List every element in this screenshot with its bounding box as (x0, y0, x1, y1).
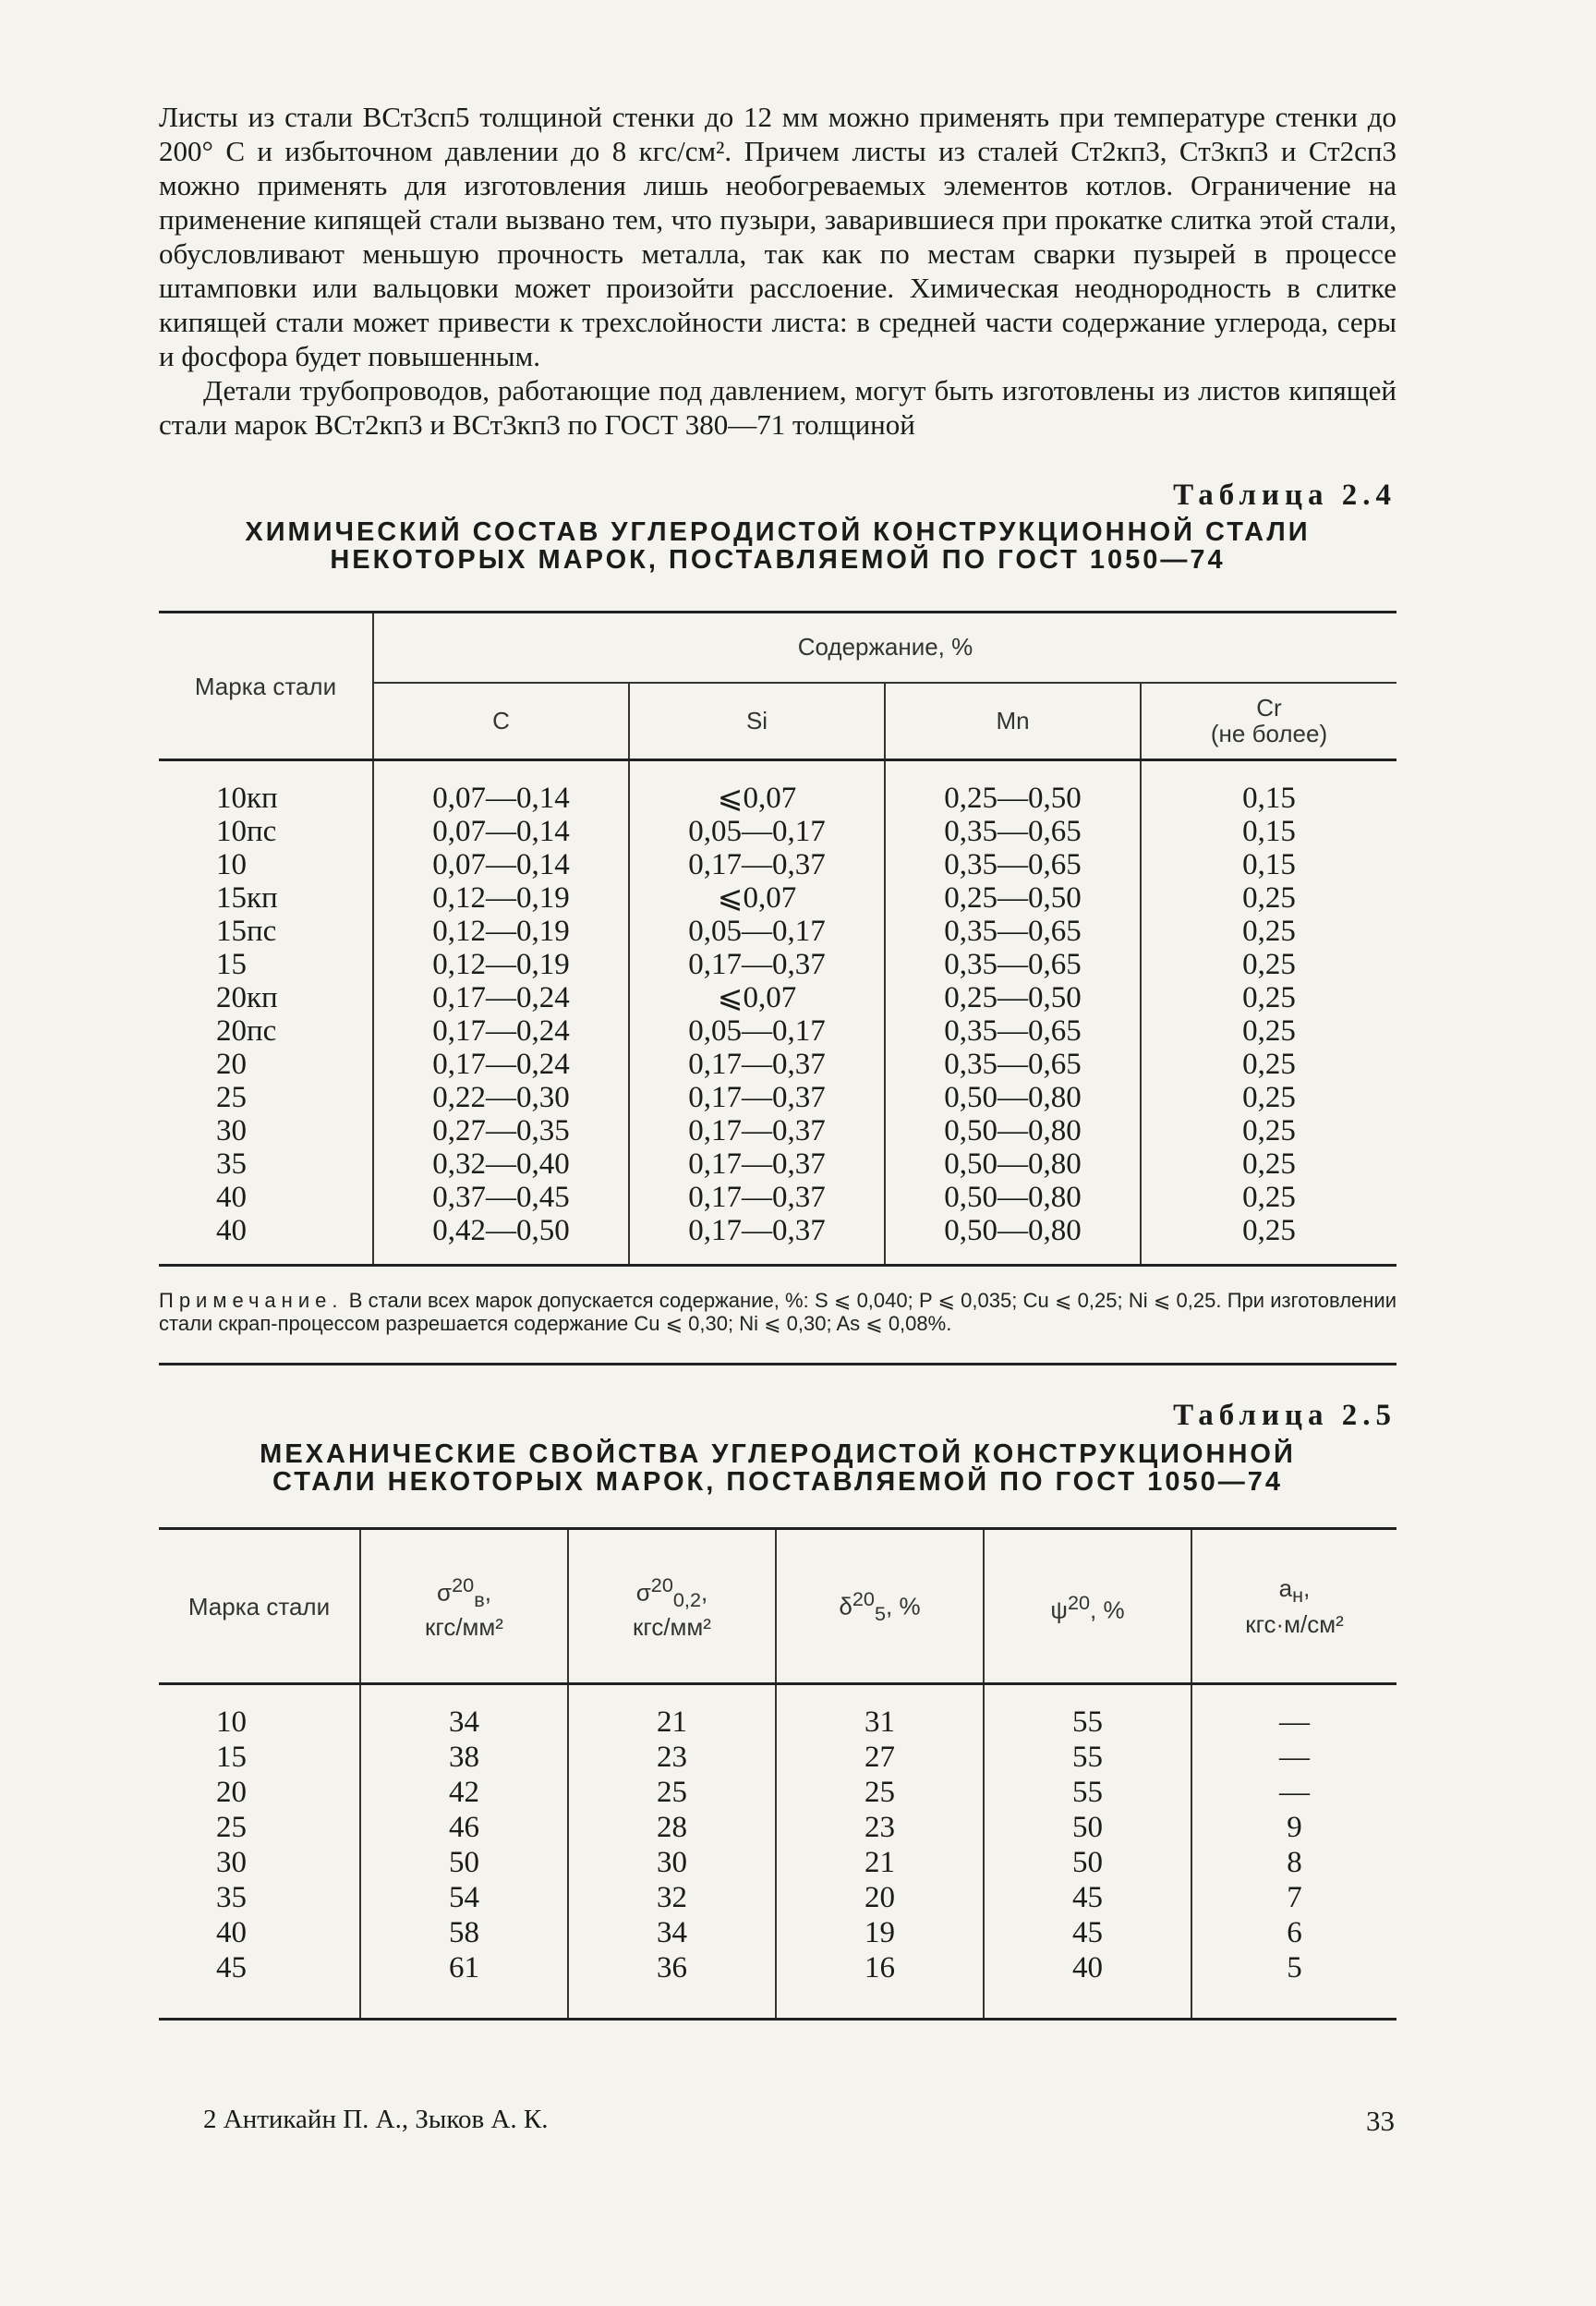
cell-value: 0,17—0,24 (373, 1014, 629, 1048)
cell-value: 0,17—0,37 (629, 948, 885, 981)
cell-grade: 35 (216, 1147, 247, 1181)
cell-value: 0,27—0,35 (373, 1114, 629, 1147)
cell-grade: 10 (216, 1705, 247, 1739)
table-2-5-number: Таблица 2.5 (1173, 1399, 1396, 1432)
cell-value: 0,07—0,14 (373, 760, 629, 816)
cell-grade: 10пс (216, 815, 277, 848)
cell-value: 0,17—0,37 (629, 1048, 885, 1081)
cell-grade: 20пс (216, 1014, 277, 1048)
cell-value: 55 (984, 1775, 1191, 1810)
cell-value: 0,25—0,50 (885, 981, 1141, 1014)
header-delta: $\delta^{20}_5$, % (776, 1529, 984, 1684)
header-psi: $\psi^{20}$, % (984, 1529, 1191, 1684)
table-row (159, 848, 1396, 881)
cell-grade: 25 (216, 1811, 247, 1844)
table-row (159, 881, 1396, 915)
cell-value: 42 (360, 1775, 568, 1810)
cell-value: 8 (1191, 1845, 1396, 1880)
table-2-5-title-line1: МЕХАНИЧЕСКИЕ СВОЙСТВА УГЛЕРОДИСТОЙ КОНСТРУКЦИОННОЙ (260, 1439, 1296, 1469)
cell-value: 55 (984, 1684, 1191, 1741)
cell-value: 0,17—0,37 (629, 1081, 885, 1114)
cell-value: 0,07—0,14 (373, 848, 629, 881)
cell-value: 0,17—0,24 (373, 1048, 629, 1081)
cell-value: 36 (568, 1950, 776, 2020)
page-footer (203, 2105, 1395, 2138)
cell-value: 0,35—0,65 (885, 1048, 1141, 1081)
cell-value: 21 (776, 1845, 984, 1880)
cell-value: 0,37—0,45 (373, 1181, 629, 1214)
cell-value: 0,17—0,37 (629, 1114, 885, 1147)
cell-value: 0,17—0,37 (629, 1214, 885, 1266)
cell-value: 31 (776, 1684, 984, 1741)
cell-value: 0,15 (1141, 815, 1396, 848)
cell-value: 28 (568, 1810, 776, 1845)
table-row (159, 1147, 1396, 1181)
cell-grade: 20кп (216, 981, 278, 1014)
cell-value: 40 (984, 1950, 1191, 2020)
cell-value: 23 (776, 1810, 984, 1845)
cell-value: 0,50—0,80 (885, 1214, 1141, 1266)
cell-value: 27 (776, 1740, 984, 1775)
cell-value: 0,25 (1141, 1114, 1396, 1147)
table-row (159, 1014, 1396, 1048)
cell-value: 0,25 (1141, 1081, 1396, 1114)
cell-grade: 35 (216, 1881, 247, 1914)
table-row (159, 1740, 1396, 1775)
cell-value: 0,50—0,80 (885, 1114, 1141, 1147)
cell-value: 0,15 (1141, 760, 1396, 816)
cell-value: 25 (776, 1775, 984, 1810)
cell-value: 9 (1191, 1810, 1396, 1845)
cell-value: 0,32—0,40 (373, 1147, 629, 1181)
table-row (159, 915, 1396, 948)
cell-grade: 15 (216, 948, 247, 981)
cell-value: 0,25—0,50 (885, 760, 1141, 816)
cell-value: 0,25—0,50 (885, 881, 1141, 915)
cell-grade: 20 (216, 1776, 247, 1809)
header-mn: Mn (885, 683, 1141, 760)
table-2-4 (159, 611, 1396, 1267)
table-row (159, 1684, 1396, 1741)
cell-grade: 15 (216, 1741, 247, 1774)
cell-grade: 40 (216, 1214, 247, 1247)
cell-grade: 10кп (216, 782, 278, 815)
cell-value: 0,50—0,80 (885, 1081, 1141, 1114)
paragraph-1: Листы из стали ВСт3сп5 толщиной стенки до 12 мм можно применять при температуре стенки до 200° С и избыточном давлении до 8 кгс/см². Причем листы из сталей Ст2кп3, Ст3кп3 и Ст2сп3 можно применять для изготовления лишь необогреваемых элементов котлов. Ограничение на применение кипящей стали вызвано тем, что пузыри, заварившиеся при прокатке слитка этой стали, обусловливают меньшую прочность металла, так как по местам сварки пузырей в процессе штамповки или вальцовки может произойти расслоение. Химическая неоднородность в слитке кипящей стали может привести к трехслойности листа: в средней части содержание углерода, серы и фосфора будет повышенным. (159, 101, 1396, 372)
cell-value: 0,15 (1141, 848, 1396, 881)
cell-value: 0,17—0,24 (373, 981, 629, 1014)
cell-grade: 10 (216, 848, 247, 881)
cell-value: 50 (984, 1845, 1191, 1880)
table-row (159, 1081, 1396, 1114)
cell-value: 21 (568, 1684, 776, 1741)
table-row (159, 760, 1396, 816)
cell-value: 0,50—0,80 (885, 1181, 1141, 1214)
header-sigma-b: $\sigma^{20}_в$, кгс/мм² (360, 1529, 568, 1684)
cell-value: 0,05—0,17 (629, 815, 885, 848)
table-2-4-number: Таблица 2.4 (1173, 479, 1396, 512)
cell-value: 0,35—0,65 (885, 948, 1141, 981)
cell-value: 0,17—0,37 (629, 848, 885, 881)
cell-value: 23 (568, 1740, 776, 1775)
table-2-5 (159, 1527, 1396, 2021)
cell-value: ⩽0,07 (629, 981, 885, 1014)
cell-grade: 30 (216, 1114, 247, 1147)
footer-signature: 2 Антикайн П. А., Зыков А. К. (203, 2105, 549, 2134)
cell-value: — (1191, 1740, 1396, 1775)
cell-value: 0,25 (1141, 948, 1396, 981)
cell-value: — (1191, 1684, 1396, 1741)
cell-grade: 15пс (216, 915, 277, 948)
cell-value: 0,35—0,65 (885, 815, 1141, 848)
cell-value: 0,07—0,14 (373, 815, 629, 848)
cell-value: 34 (360, 1684, 568, 1741)
cell-value: 0,17—0,37 (629, 1181, 885, 1214)
table-2-5-body (159, 1684, 1396, 2020)
cell-value: 5 (1191, 1950, 1396, 2020)
cell-value: 0,12—0,19 (373, 915, 629, 948)
cell-value: 0,25 (1141, 1214, 1396, 1266)
cell-value: 25 (568, 1775, 776, 1810)
table-2-4-title-line2: НЕКОТОРЫХ МАРОК, ПОСТАВЛЯЕМОЙ ПО ГОСТ 1050—74 (330, 545, 1226, 575)
header-cr: Cr (не более) (1141, 683, 1396, 760)
table-2-4-title-line1: ХИМИЧЕСКИЙ СОСТАВ УГЛЕРОДИСТОЙ КОНСТРУКЦИОННОЙ СТАЛИ (245, 517, 1311, 547)
table-row (159, 1114, 1396, 1147)
cell-value: 0,25 (1141, 1048, 1396, 1081)
header-si: Si (629, 683, 885, 760)
cell-value: 0,25 (1141, 1147, 1396, 1181)
table-row (159, 1950, 1396, 2020)
cell-value: 45 (984, 1915, 1191, 1950)
cell-value: 45 (984, 1880, 1191, 1915)
cell-grade: 25 (216, 1081, 247, 1114)
cell-value: 0,25 (1141, 981, 1396, 1014)
cell-value: 0,05—0,17 (629, 1014, 885, 1048)
table-row (159, 1845, 1396, 1880)
cell-value: ⩽0,07 (629, 881, 885, 915)
cell-value: 0,12—0,19 (373, 881, 629, 915)
cell-value: 0,50—0,80 (885, 1147, 1141, 1181)
cell-value: 58 (360, 1915, 568, 1950)
header-sigma-02: $\sigma^{20}_{0,2}$, кгс/мм² (568, 1529, 776, 1684)
cell-value: 0,25 (1141, 1181, 1396, 1214)
cell-grade: 45 (216, 1951, 247, 1984)
cell-value: 50 (984, 1810, 1191, 1845)
cell-value: 0,35—0,65 (885, 915, 1141, 948)
cell-value: 0,35—0,65 (885, 1014, 1141, 1048)
cell-value: 55 (984, 1740, 1191, 1775)
cell-value: 0,25 (1141, 1014, 1396, 1048)
header-c: C (373, 683, 629, 760)
cell-value: 61 (360, 1950, 568, 2020)
page (159, 100, 1396, 2021)
table-row (159, 1915, 1396, 1950)
cell-grade: 20 (216, 1048, 247, 1081)
cell-grade: 40 (216, 1916, 247, 1949)
table-row (159, 1775, 1396, 1810)
cell-value: ⩽0,07 (629, 760, 885, 816)
cell-value: 0,42—0,50 (373, 1214, 629, 1266)
cell-grade: 40 (216, 1181, 247, 1214)
cell-value: 38 (360, 1740, 568, 1775)
table-row (159, 1810, 1396, 1845)
cell-value: 46 (360, 1810, 568, 1845)
header-grade: Марка стали (159, 613, 373, 760)
header-content: Содержание, % (373, 613, 1396, 683)
table-row (159, 1048, 1396, 1081)
table-2-4-note: Примечание. В стали всех марок допускается содержание, %: S ⩽ 0,040; P ⩽ 0,035; Cu ⩽ 0,25; Ni ⩽ 0,25. При изготовлении стали скрап-процессом разрешается содержание Cu ⩽ 0,30; Ni ⩽ 0,30; As ⩽ 0,08%. (159, 1289, 1396, 1335)
cell-value: 30 (568, 1845, 776, 1880)
table-row (159, 948, 1396, 981)
cell-grade: 15кп (216, 881, 278, 915)
table-row (159, 1214, 1396, 1266)
table-row (159, 981, 1396, 1014)
page-number: 33 (1366, 2105, 1395, 2137)
cell-value: 19 (776, 1915, 984, 1950)
cell-value: 0,12—0,19 (373, 948, 629, 981)
cell-value: 20 (776, 1880, 984, 1915)
cell-value: 0,25 (1141, 915, 1396, 948)
table-2-4-body (159, 760, 1396, 1266)
cell-value: 54 (360, 1880, 568, 1915)
cell-value: — (1191, 1775, 1396, 1810)
cell-value: 0,22—0,30 (373, 1081, 629, 1114)
cell-value: 0,17—0,37 (629, 1147, 885, 1181)
table-row (159, 815, 1396, 848)
header-grade: Марка стали (159, 1529, 360, 1684)
table-2-5-title-line2: СТАЛИ НЕКОТОРЫХ МАРОК, ПОСТАВЛЯЕМОЙ ПО ГОСТ 1050—74 (272, 1467, 1283, 1497)
paragraph-2: Детали трубопроводов, работающие под давлением, могут быть изготовлены из листов кипящей стали марок ВСт2кп3 и ВСт3кп3 по ГОСТ 380—71 толщиной (159, 374, 1396, 441)
table-row (159, 1880, 1396, 1915)
cell-value: 32 (568, 1880, 776, 1915)
cell-value: 0,25 (1141, 881, 1396, 915)
cell-value: 34 (568, 1915, 776, 1950)
cell-value: 50 (360, 1845, 568, 1880)
cell-value: 0,35—0,65 (885, 848, 1141, 881)
header-an: $a_н$, кгс·м/см² (1191, 1529, 1396, 1684)
cell-value: 6 (1191, 1915, 1396, 1950)
cell-value: 16 (776, 1950, 984, 2020)
cell-value: 0,05—0,17 (629, 915, 885, 948)
cell-grade: 30 (216, 1846, 247, 1879)
cell-value: 7 (1191, 1880, 1396, 1915)
table-row (159, 1181, 1396, 1214)
